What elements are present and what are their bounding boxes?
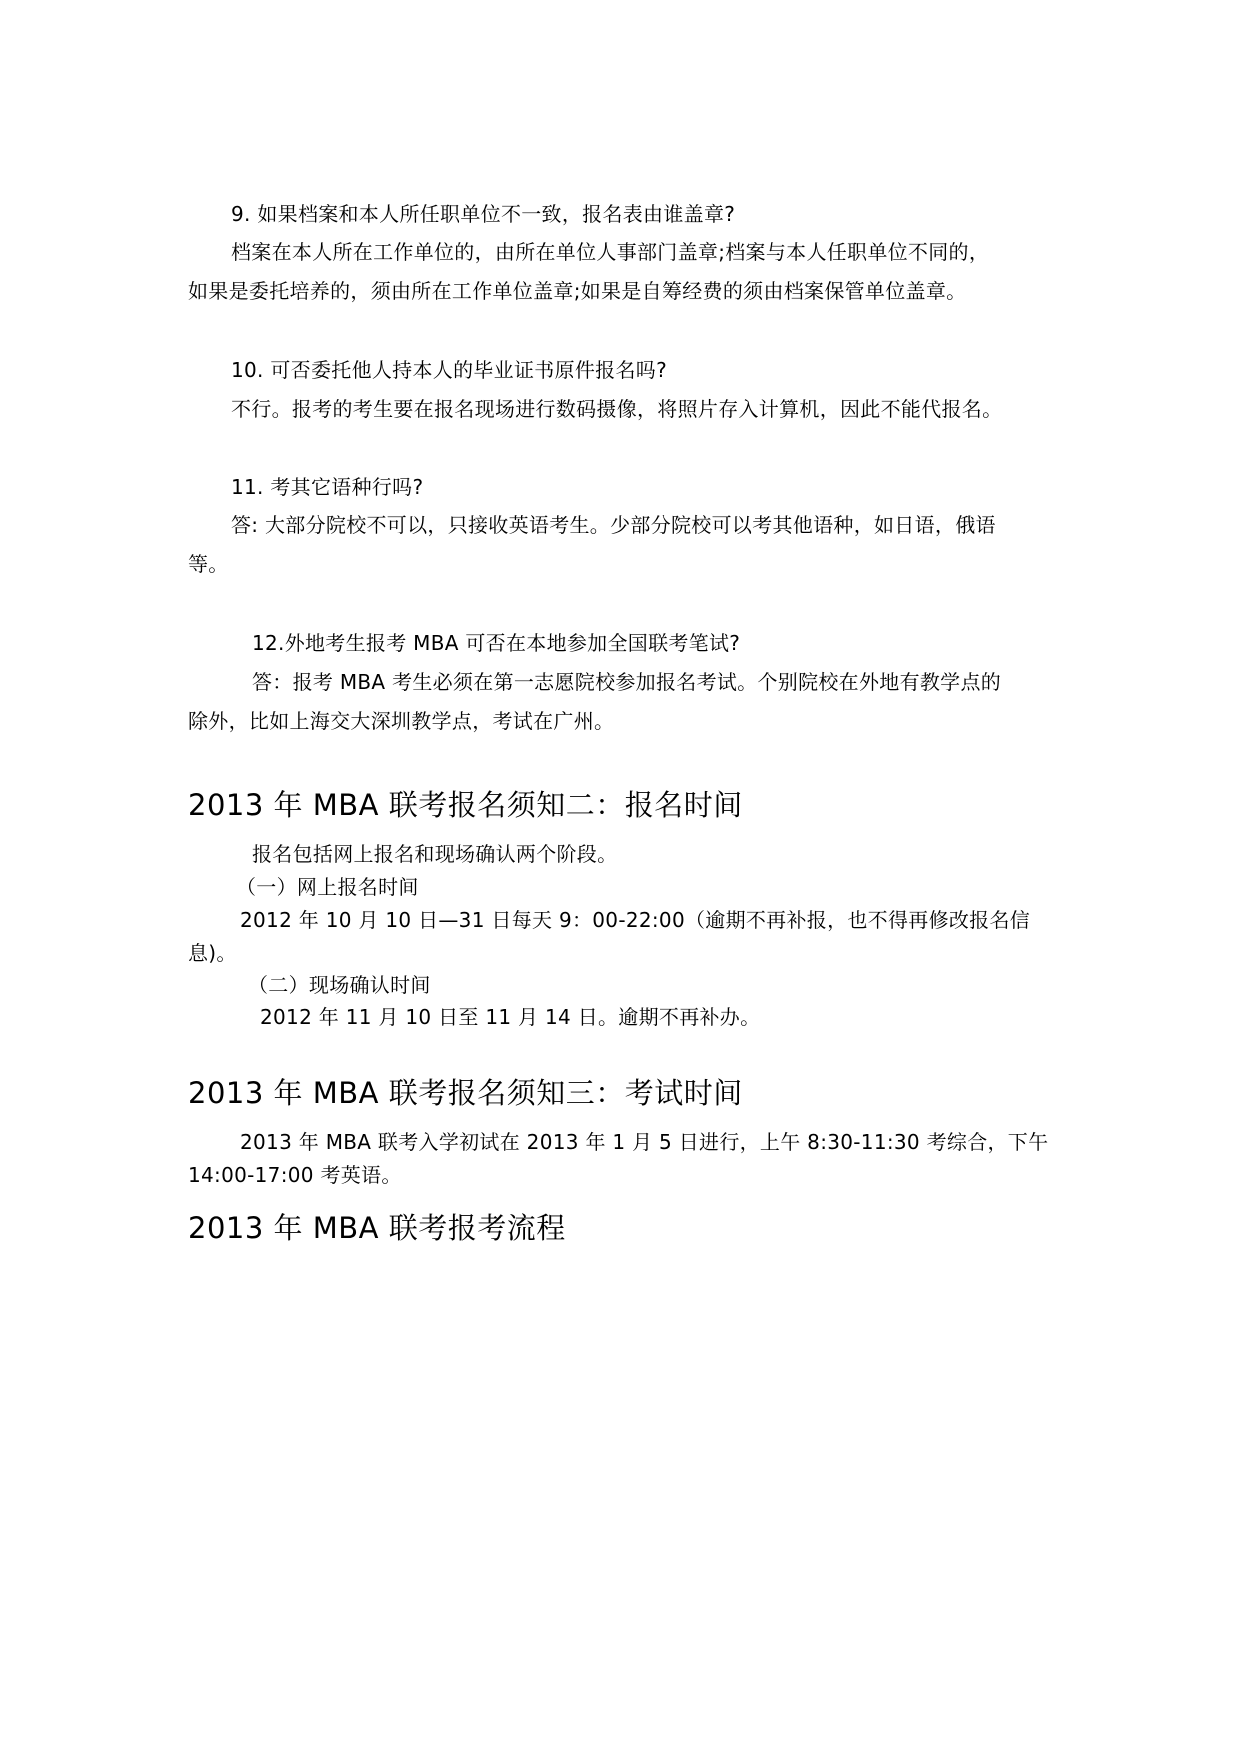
section2-line-5: （二）现场确认时间 — [248, 973, 431, 997]
section-heading-exam-time: 2013 年 MBA 联考报名须知三：考试时间 — [188, 1076, 743, 1110]
section-heading-registration-process: 2013 年 MBA 联考报考流程 — [188, 1211, 566, 1245]
section2-line-4: 息)。 — [188, 941, 237, 965]
qa-answer-12-line-1: 答：报考 MBA 考生必须在第一志愿院校参加报名考试。个别院校在外地有教学点的 — [252, 670, 1002, 694]
section3-line-2: 14:00-17:00 考英语。 — [188, 1163, 402, 1187]
qa-answer-11-line-2: 等。 — [188, 552, 229, 576]
qa-answer-11-line-1: 答: 大部分院校不可以，只接收英语考生。少部分院校可以考其他语种，如日语，俄语 — [231, 513, 996, 537]
qa-answer-9-line-1: 档案在本人所在工作单位的，由所在单位人事部门盖章;档案与本人任职单位不同的， — [231, 240, 990, 264]
section-heading-registration-time: 2013 年 MBA 联考报名须知二：报名时间 — [188, 788, 743, 822]
section3-line-1: 2013 年 MBA 联考入学初试在 2013 年 1 月 5 日进行，上午 8:30-11:30 考综合，下午 — [240, 1130, 1049, 1154]
qa-answer-9-line-2: 如果是委托培养的，须由所在工作单位盖章;如果是自筹经费的须由档案保管单位盖章。 — [188, 279, 967, 303]
qa-question-10: 10. 可否委托他人持本人的毕业证书原件报名吗? — [231, 358, 667, 382]
section2-line-2: （一）网上报名时间 — [236, 875, 419, 899]
section2-line-1: 报名包括网上报名和现场确认两个阶段。 — [252, 842, 618, 866]
section2-line-6: 2012 年 11 月 10 日至 11 月 14 日。逾期不再补办。 — [260, 1005, 761, 1029]
qa-answer-10-line-1: 不行。报考的考生要在报名现场进行数码摄像，将照片存入计算机，因此不能代报名。 — [231, 397, 1003, 421]
qa-question-11: 11. 考其它语种行吗? — [231, 475, 424, 499]
section2-line-3: 2012 年 10 月 10 日—31 日每天 9：00-22:00（逾期不再补报，也不得再修改报名信 — [240, 908, 1031, 932]
qa-question-9: 9. 如果档案和本人所任职单位不一致，报名表由谁盖章? — [231, 202, 736, 226]
qa-question-12: 12.外地考生报考 MBA 可否在本地参加全国联考笔试? — [252, 631, 741, 655]
qa-answer-12-line-2: 除外，比如上海交大深圳教学点，考试在广州。 — [188, 709, 615, 733]
